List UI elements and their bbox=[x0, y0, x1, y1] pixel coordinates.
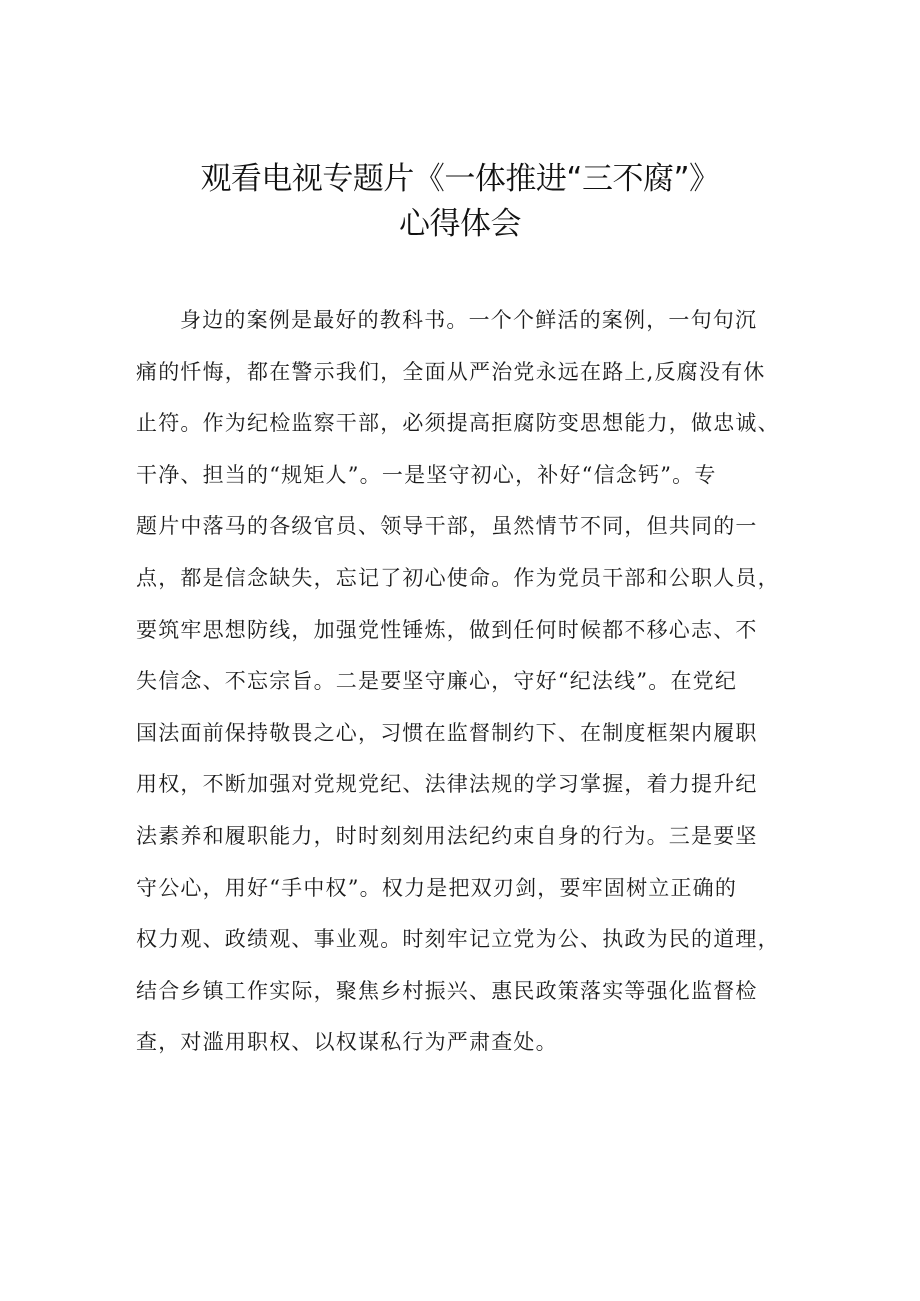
document-title-line2: 心得体会 bbox=[399, 206, 521, 242]
body-line: 止符。作为纪检监察干部，必须提高拒腐防变思想能力，做忠诚、 bbox=[136, 411, 780, 436]
body-line: 国法面前保持敬畏之心，习惯在监督制约下、在制度框架内履职 bbox=[136, 720, 758, 745]
body-line: 要筑牢思想防线，加强党性锤炼，做到任何时候都不移心志、不 bbox=[136, 617, 758, 642]
body-line: 用权，不断加强对党规党纪、法律法规的学习掌握，着力提升纪 bbox=[136, 772, 758, 797]
body-line: 失信念、不忘宗旨。二是要坚守廉心，守好“纪法线”。在党纪 bbox=[136, 669, 738, 694]
body-line: 点，都是信念缺失，忘记了初心使命。作为党员干部和公职人员， bbox=[136, 565, 780, 590]
body-line: 守公心，用好“手中权”。权力是把双刃剑，要牢固树立正确的 bbox=[136, 875, 738, 900]
body-line: 痛的忏悔，都在警示我们，全面从严治党永远在路上,反腐没有休 bbox=[136, 359, 766, 384]
body-line: 权力观、政绩观、事业观。时刻牢记立党为公、执政为民的道理， bbox=[136, 927, 780, 952]
body-line: 结合乡镇工作实际，聚焦乡村振兴、惠民政策落实等强化监督检 bbox=[136, 978, 758, 1003]
document-body bbox=[136, 295, 796, 1069]
body-line: 查，对滥用职权、以权谋私行为严肃查处。 bbox=[136, 1030, 558, 1055]
body-line: 法素养和履职能力，时时刻刻用法纪约束自身的行为。三是要坚 bbox=[136, 823, 758, 848]
body-line: 干净、担当的“规矩人”。一是坚守初心，补好“信念钙”。专 bbox=[136, 462, 717, 487]
body-line: 身边的案例是最好的教科书。一个个鲜活的案例，一句句沉 bbox=[180, 308, 758, 332]
document-title-line1: 观看电视专题片《一体推进“三不腐”》 bbox=[200, 161, 720, 197]
body-line: 题片中落马的各级官员、领导干部，虽然情节不同，但共同的一 bbox=[136, 514, 758, 539]
